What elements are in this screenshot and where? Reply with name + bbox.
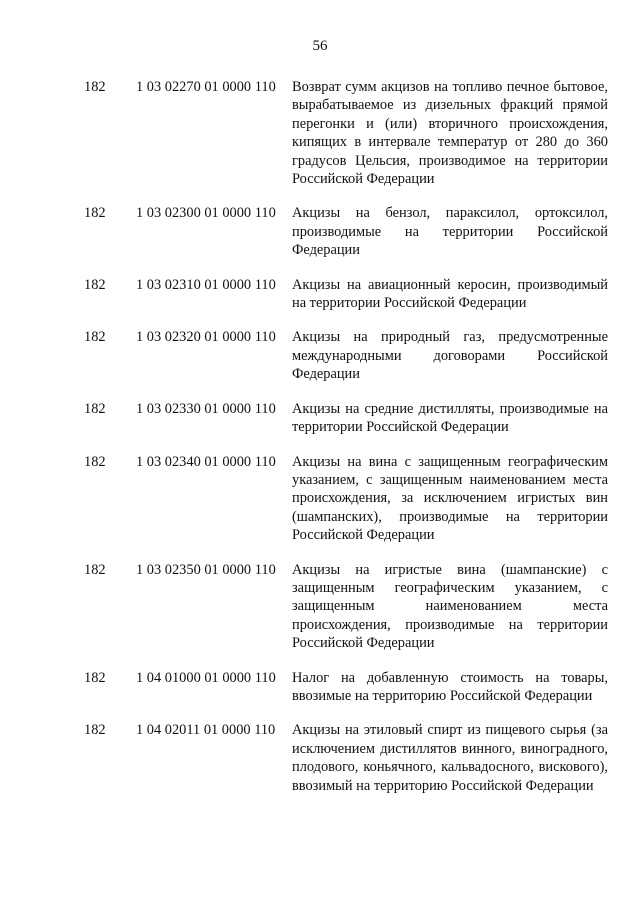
table-row xyxy=(84,400,608,437)
income-description: Акцизы на игристые вина (шампанские) с защищенным географическим указанием, с защищенным наименованием места происхождения, производимые на территории Российской Федерации xyxy=(292,561,608,652)
budget-classification-code: 1 04 01000 01 0000 110 xyxy=(136,669,276,686)
administrator-code: 182 xyxy=(84,205,106,222)
budget-classification-code: 1 03 02340 01 0000 110 xyxy=(136,453,276,470)
table-row xyxy=(84,276,608,313)
income-description: Возврат сумм акцизов на топливо печное бытовое, вырабатываемое из дизельных фракций прямой перегонки и (или) вторичного происхождения, кипящих в интервале температур от 280 до 360 градусов Цельсия, производимое на территории Российской Федерации xyxy=(292,79,608,188)
income-description: Акцизы на бензол, параксилол, ортоксилол, производимые на территории Российской Федерации xyxy=(292,205,608,259)
administrator-code: 182 xyxy=(84,276,106,293)
budget-classification-code: 1 03 02320 01 0000 110 xyxy=(136,329,276,346)
budget-classification-code: 1 03 02330 01 0000 110 xyxy=(136,400,276,417)
budget-classification-code: 1 03 02300 01 0000 110 xyxy=(136,205,276,222)
income-description: Акцизы на вина с защищенным географическим указанием, с защищенным наименованием места происхождения, за исключением игристых вин (шампанских), производимые на территории Российской Федерации xyxy=(292,453,608,544)
administrator-code: 182 xyxy=(84,453,106,470)
administrator-code: 182 xyxy=(84,722,106,739)
table-row xyxy=(84,453,608,545)
administrator-code: 182 xyxy=(84,400,106,417)
table-row xyxy=(84,721,608,795)
income-description: Акцизы на средние дистилляты, производимые на территории Российской Федерации xyxy=(292,400,608,436)
administrator-code: 182 xyxy=(84,79,106,95)
table-row xyxy=(84,204,608,259)
table-row xyxy=(84,669,608,706)
income-description: Акцизы на природный газ, предусмотренные международными договорами Российской Федерации xyxy=(292,329,608,383)
budget-classification-code: 1 03 02310 01 0000 110 xyxy=(136,276,276,293)
table-row xyxy=(84,561,608,653)
page-number: 56 xyxy=(312,38,328,54)
table-row xyxy=(84,78,608,188)
income-description: Налог на добавленную стоимость на товары, ввозимые на территорию Российской Федерации xyxy=(292,669,608,704)
classification-table xyxy=(84,78,608,811)
administrator-code: 182 xyxy=(84,669,106,686)
budget-classification-code: 1 04 02011 01 0000 110 xyxy=(136,722,276,739)
income-description: Акцизы на авиационный керосин, производимый на территории Российской Федерации xyxy=(292,276,608,312)
budget-classification-code: 1 03 02350 01 0000 110 xyxy=(136,561,276,578)
income-description: Акцизы на этиловый спирт из пищевого сырья (за исключением дистиллятов винного, виноградного, плодового, коньячного, кальвадосного, вискового), ввозимый на территорию Российской Федерации xyxy=(292,722,608,794)
administrator-code: 182 xyxy=(84,329,106,346)
budget-classification-code: 1 03 02270 01 0000 110 xyxy=(136,79,276,95)
table-row xyxy=(84,328,608,383)
administrator-code: 182 xyxy=(84,561,106,578)
